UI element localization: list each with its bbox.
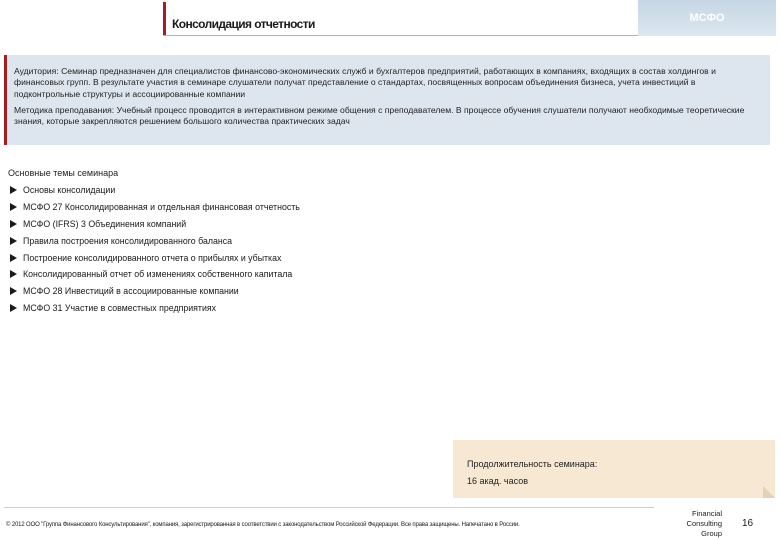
triangle-bullet-icon [10, 304, 17, 312]
triangle-bullet-icon [10, 186, 17, 194]
list-item [10, 283, 300, 300]
section-tab: МСФО [638, 0, 776, 36]
method-text: Методика преподавания: Учебный процесс проводится в интерактивном режиме общения с преподавателем. В процессе обучения слушатели получают необходимые теоретические знания, которые закрепляются решением большого количества практических задач [14, 104, 745, 127]
duration-box [453, 440, 775, 498]
company-line: Consulting [686, 519, 722, 528]
company-line: Group [701, 529, 722, 538]
list-item [10, 232, 300, 249]
list-item [10, 266, 300, 283]
topic-label: МСФО 31 Участие в совместных предприятиях [23, 302, 217, 313]
duration-value: 16 акад. часов [467, 476, 528, 486]
list-item [10, 199, 300, 216]
company-line: Financial [691, 509, 722, 518]
topic-label: МСФО (IFRS) 3 Объединения компаний [23, 218, 187, 229]
list-item [10, 249, 300, 266]
triangle-bullet-icon [10, 203, 17, 211]
company-logo-text [672, 509, 722, 539]
topic-label: Основы консолидации [23, 185, 116, 196]
page-number: 16 [742, 518, 754, 529]
topic-label: Построение консолидированного отчета о прибылях и убытках [23, 252, 282, 263]
topics-list [10, 182, 300, 316]
topics-heading: Основные темы семинара [8, 168, 119, 178]
list-item [10, 300, 300, 317]
copyright-notice: © 2012 ООО "Группа Финансового Консультирования", компания, зарегистрированная в соответствии с законодательством Российской Федерации. Все права защищены. Напечатано в России. [6, 522, 520, 528]
page-title: Консолидация отчетности [172, 17, 315, 31]
duration-label: Продолжительность семинара: [467, 459, 598, 469]
topic-label: МСФО 27 Консолидированная и отдельная финансовая отчетность [23, 202, 300, 213]
topic-label: Правила построения консолидированного баланса [23, 235, 233, 246]
triangle-bullet-icon [10, 220, 17, 228]
intro-box [4, 55, 770, 145]
topic-label: МСФО 28 Инвестиций в ассоциированные компании [23, 286, 239, 297]
topic-label: Консолидированный отчет об изменениях собственного капитала [23, 269, 293, 280]
list-item [10, 182, 300, 199]
triangle-bullet-icon [10, 270, 17, 278]
header-accent-bar [163, 2, 166, 35]
audience-text: Аудитория: Семинар предназначен для специалистов финансово-экономических служб и бухгалтеров предприятий, работающих в компаниях, входящих в состав холдингов и финансовых групп. В результате участия в семинаре слушатели получат представление о стандартах, посвященных вопросам объединения бизнеса, учета инвестиций в подконтрольные структуры и ассоциированные компании [14, 66, 716, 99]
page-fold-corner [763, 486, 775, 498]
footer-divider [4, 507, 654, 508]
list-item [10, 216, 300, 233]
triangle-bullet-icon [10, 254, 17, 262]
triangle-bullet-icon [10, 237, 17, 245]
triangle-bullet-icon [10, 287, 17, 295]
